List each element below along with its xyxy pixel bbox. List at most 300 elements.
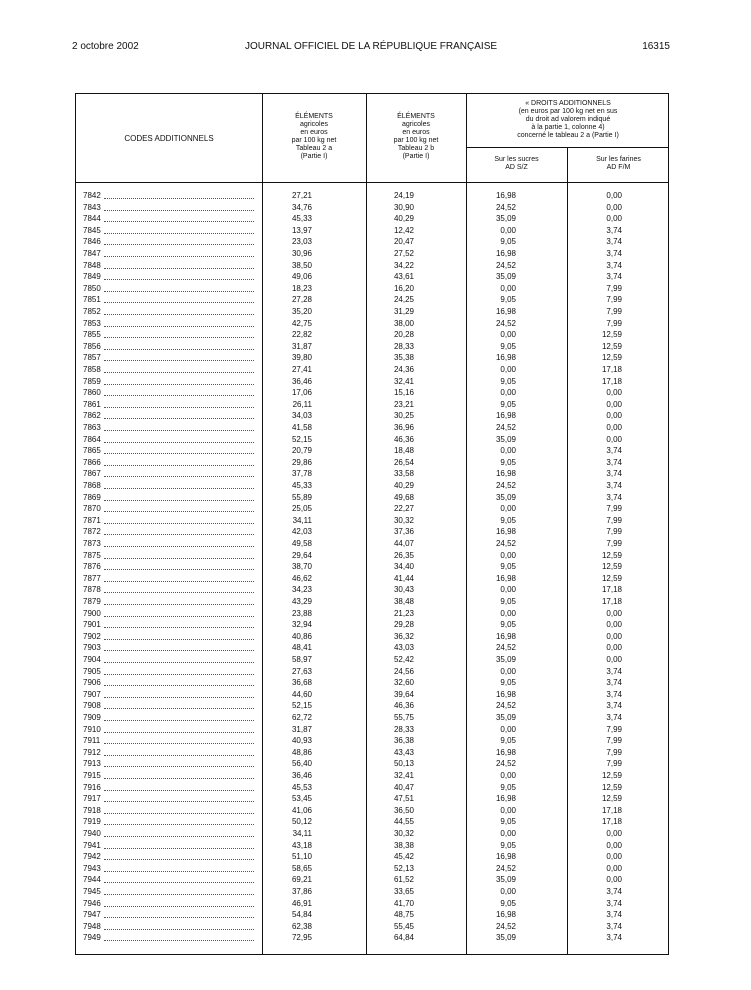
code-cell: 7903 <box>83 643 101 653</box>
elements-2a-cell: 50,12 <box>291 817 312 827</box>
farines-cell: 12,59 <box>601 573 622 583</box>
code-cell: 7913 <box>83 759 101 769</box>
elements-2a-cell: 48,41 <box>291 643 312 653</box>
farines-cell: 0,00 <box>606 840 622 850</box>
header-line: concerné le tableau 2 a (Partie I) <box>517 132 619 139</box>
leader-dots <box>104 430 254 431</box>
sucres-cell: 0,00 <box>500 829 516 838</box>
elements-2a-cell: 34,11 <box>292 515 312 525</box>
elements-2a-cell: 23,88 <box>291 608 312 618</box>
table-row <box>76 492 668 504</box>
code-cell: 7856 <box>83 341 101 351</box>
elements-2b-cell: 15,16 <box>393 388 414 398</box>
sucres-cell: 9,05 <box>500 678 516 688</box>
farines-cell: 0,00 <box>606 423 622 432</box>
farines-cell: 0,00 <box>606 875 622 885</box>
farines-cell: 3,74 <box>606 249 622 258</box>
code-cell: 7875 <box>83 550 101 560</box>
leader-dots <box>104 685 254 686</box>
farines-cell: 17,18 <box>601 817 622 827</box>
elements-2a-cell: 49,06 <box>291 272 312 282</box>
elements-2b-cell: 21,23 <box>393 608 414 618</box>
table-row <box>76 457 668 469</box>
code-cell: 7846 <box>83 237 101 247</box>
farines-cell: 0,00 <box>606 643 622 653</box>
elements-2b-cell: 24,25 <box>393 295 414 305</box>
sucres-cell: 24,52 <box>495 701 516 711</box>
elements-2b-cell: 52,13 <box>393 863 414 873</box>
table-row <box>76 468 668 480</box>
elements-2a-cell: 51,10 <box>291 852 312 862</box>
leader-dots <box>104 859 254 860</box>
leader-dots <box>104 476 254 477</box>
header-date: 2 octobre 2002 <box>72 41 139 52</box>
leader-dots <box>104 755 254 756</box>
farines-cell: 0,00 <box>606 191 622 200</box>
farines-cell: 7,99 <box>606 318 622 328</box>
leader-dots <box>104 279 254 280</box>
code-cell: 7910 <box>83 724 101 734</box>
leader-dots <box>104 813 254 814</box>
elements-2a-cell: 26,11 <box>292 399 312 409</box>
code-cell: 7863 <box>83 423 101 432</box>
table-row <box>76 503 668 515</box>
table-row <box>76 422 668 434</box>
code-cell: 7909 <box>83 713 101 722</box>
table-row <box>76 793 668 805</box>
sucres-cell: 24,52 <box>495 643 516 653</box>
elements-2b-cell: 38,38 <box>393 840 414 850</box>
code-cell: 7917 <box>83 794 101 804</box>
leader-dots <box>104 662 254 663</box>
sucres-cell: 9,05 <box>500 376 516 386</box>
header-line: en euros <box>300 129 328 136</box>
farines-cell: 7,99 <box>606 283 622 293</box>
table-row <box>76 480 668 492</box>
leader-dots <box>104 268 254 269</box>
code-cell: 7944 <box>83 875 101 885</box>
elements-2b-cell: 30,43 <box>393 585 414 595</box>
header-line: AD S/Z <box>505 164 528 171</box>
elements-2b-cell: 36,96 <box>393 423 414 432</box>
code-cell: 7878 <box>83 585 101 595</box>
sucres-cell: 9,05 <box>500 457 516 467</box>
code-cell: 7867 <box>83 469 101 479</box>
leader-dots <box>104 302 254 303</box>
sucres-cell: 9,05 <box>500 295 516 305</box>
elements-2a-cell: 23,03 <box>291 237 312 247</box>
code-cell: 7870 <box>83 504 101 514</box>
farines-cell: 0,00 <box>606 434 622 444</box>
leader-dots <box>104 558 254 559</box>
elements-2b-header <box>366 113 466 161</box>
sucres-cell: 24,52 <box>495 863 516 873</box>
elements-2b-cell: 29,28 <box>393 620 414 630</box>
farines-cell: 0,00 <box>606 655 622 664</box>
table-row <box>76 352 668 364</box>
farines-cell: 3,74 <box>606 713 622 722</box>
header-line: par 100 kg net <box>291 137 337 144</box>
leader-dots <box>104 720 254 721</box>
farines-cell: 12,59 <box>601 550 622 560</box>
droits-additionnels-header <box>466 100 670 140</box>
leader-dots <box>104 894 254 895</box>
elements-2b-cell: 26,54 <box>393 457 414 467</box>
farines-cell: 7,99 <box>606 527 622 537</box>
elements-2a-cell: 22,82 <box>291 330 312 340</box>
elements-2a-cell: 62,38 <box>291 921 312 931</box>
table-row <box>76 619 668 631</box>
code-cell: 7872 <box>83 527 101 537</box>
farines-cell: 3,74 <box>606 689 622 699</box>
leader-dots <box>104 337 254 338</box>
farines-cell: 0,00 <box>606 852 622 862</box>
header-line: par 100 kg net <box>393 137 439 144</box>
header-line: agricoles <box>401 121 430 128</box>
table-row <box>76 271 668 283</box>
code-cell: 7852 <box>83 307 101 316</box>
sucres-cell: 16,98 <box>495 910 516 920</box>
table-row <box>76 376 668 388</box>
sucres-cell: 0,00 <box>500 550 516 560</box>
header-divider <box>466 147 668 148</box>
code-cell: 7849 <box>83 272 101 282</box>
elements-2b-cell: 46,36 <box>393 701 414 711</box>
table-row <box>76 225 668 237</box>
elements-2b-cell: 12,42 <box>393 225 414 235</box>
table-row <box>76 654 668 666</box>
elements-2b-cell: 38,00 <box>393 318 414 328</box>
elements-2a-cell: 58,65 <box>291 863 312 873</box>
elements-2a-cell: 43,29 <box>291 597 312 606</box>
leader-dots <box>104 871 254 872</box>
leader-dots <box>104 384 254 385</box>
leader-dots <box>104 360 254 361</box>
sucres-cell: 24,52 <box>495 260 516 270</box>
table-row <box>76 782 668 794</box>
elements-2b-cell: 46,36 <box>393 434 414 444</box>
code-cell: 7911 <box>83 736 101 746</box>
sucres-cell: 0,00 <box>500 446 516 456</box>
leader-dots <box>104 650 254 651</box>
code-cell: 7853 <box>83 318 101 328</box>
elements-2a-cell: 58,97 <box>291 655 312 664</box>
farines-cell: 17,18 <box>601 376 622 386</box>
farines-cell: 0,00 <box>606 631 622 641</box>
sucres-cell: 0,00 <box>500 887 516 896</box>
leader-dots <box>104 407 254 408</box>
sucres-cell: 35,09 <box>495 434 516 444</box>
table-row <box>76 294 668 306</box>
sucres-cell: 35,09 <box>495 875 516 885</box>
farines-cell: 3,74 <box>606 225 622 235</box>
elements-2a-cell: 30,96 <box>291 249 312 258</box>
leader-dots <box>104 534 254 535</box>
code-cell: 7940 <box>83 829 101 838</box>
table-row <box>76 283 668 295</box>
tariff-table <box>75 93 669 955</box>
leader-dots <box>104 906 254 907</box>
farines-cell: 12,59 <box>601 341 622 351</box>
leader-dots <box>104 790 254 791</box>
code-cell: 7949 <box>83 933 101 943</box>
code-cell: 7845 <box>83 225 101 235</box>
code-cell: 7919 <box>83 817 101 827</box>
farines-cell: 7,99 <box>606 724 622 734</box>
elements-2b-cell: 48,75 <box>393 910 414 920</box>
table-row <box>76 410 668 422</box>
sucres-cell: 0,00 <box>500 585 516 595</box>
table-row <box>76 642 668 654</box>
elements-2a-cell: 54,84 <box>291 910 312 920</box>
sucres-cell: 0,00 <box>500 225 516 235</box>
leader-dots <box>104 743 254 744</box>
table-row <box>76 631 668 643</box>
sucres-cell: 9,05 <box>500 597 516 606</box>
elements-2a-cell: 37,78 <box>291 469 312 479</box>
code-cell: 7862 <box>83 411 101 421</box>
elements-2b-cell: 37,36 <box>393 527 414 537</box>
elements-2b-cell: 47,51 <box>393 794 414 804</box>
sucres-cell: 9,05 <box>500 898 516 908</box>
leader-dots <box>104 244 254 245</box>
farines-cell: 7,99 <box>606 736 622 746</box>
elements-2a-cell: 41,06 <box>291 805 312 815</box>
sucres-cell: 0,00 <box>500 283 516 293</box>
leader-dots <box>104 372 254 373</box>
farines-cell: 3,74 <box>606 446 622 456</box>
leader-dots <box>104 836 254 837</box>
sucres-cell: 9,05 <box>500 562 516 572</box>
elements-2a-cell: 42,75 <box>291 318 312 328</box>
elements-2b-cell: 61,52 <box>393 875 414 885</box>
elements-2a-cell: 37,86 <box>291 887 312 896</box>
elements-2b-cell: 32,41 <box>393 771 414 780</box>
table-row <box>76 828 668 840</box>
sucres-cell: 0,00 <box>500 724 516 734</box>
elements-2b-cell: 36,32 <box>393 631 414 641</box>
elements-2a-cell: 48,86 <box>291 747 312 757</box>
elements-2a-cell: 38,70 <box>291 562 312 572</box>
header-line: « DROITS ADDITIONNELS <box>525 100 611 107</box>
elements-2b-cell: 34,40 <box>393 562 414 572</box>
table-row <box>76 584 668 596</box>
farines-cell: 12,59 <box>601 330 622 340</box>
elements-2a-cell: 36,68 <box>291 678 312 688</box>
elements-2a-cell: 20,79 <box>291 446 312 456</box>
farines-cell: 17,18 <box>601 805 622 815</box>
code-cell: 7858 <box>83 365 101 374</box>
farines-cell: 7,99 <box>606 307 622 316</box>
elements-2b-cell: 26,35 <box>393 550 414 560</box>
elements-2b-cell: 16,20 <box>393 283 414 293</box>
code-cell: 7848 <box>83 260 101 270</box>
leader-dots <box>104 708 254 709</box>
header-line: à la partie 1, colonne 4) <box>531 124 605 131</box>
code-cell: 7865 <box>83 446 101 456</box>
code-cell: 7843 <box>83 202 101 212</box>
code-cell: 7869 <box>83 492 101 502</box>
code-cell: 7915 <box>83 771 101 780</box>
leader-dots <box>104 778 254 779</box>
elements-2a-cell: 34,76 <box>291 202 312 212</box>
elements-2a-cell: 31,87 <box>291 724 312 734</box>
farines-cell: 3,74 <box>606 260 622 270</box>
leader-dots <box>104 604 254 605</box>
elements-2b-cell: 24,19 <box>393 191 414 200</box>
elements-2b-cell: 55,75 <box>393 713 414 722</box>
leader-dots <box>104 291 254 292</box>
elements-2a-cell: 40,93 <box>291 736 312 746</box>
header-line: (Partie I) <box>300 153 328 160</box>
elements-2a-cell: 34,23 <box>291 585 312 595</box>
code-cell: 7855 <box>83 330 101 340</box>
code-cell: 7948 <box>83 921 101 931</box>
leader-dots <box>104 256 254 257</box>
codes-column-header: CODES ADDITIONNELS <box>124 134 214 143</box>
code-cell: 7842 <box>83 191 101 200</box>
code-cell: 7905 <box>83 666 101 676</box>
sucres-cell: 9,05 <box>500 840 516 850</box>
table-row <box>76 770 668 782</box>
code-cell: 7941 <box>83 840 101 850</box>
table-row <box>76 724 668 736</box>
sucres-cell: 24,52 <box>495 202 516 212</box>
header-line: Tableau 2 a <box>295 145 333 152</box>
farines-cell: 3,74 <box>606 469 622 479</box>
sucres-cell: 16,98 <box>495 631 516 641</box>
elements-2b-cell: 31,29 <box>393 307 414 316</box>
elements-2a-cell: 53,45 <box>291 794 312 804</box>
table-row <box>76 445 668 457</box>
sucres-cell: 0,00 <box>500 504 516 514</box>
code-cell: 7860 <box>83 388 101 398</box>
farines-cell: 7,99 <box>606 504 622 514</box>
elements-2b-cell: 20,47 <box>393 237 414 247</box>
table-row <box>76 399 668 411</box>
farines-cell: 0,00 <box>606 399 622 409</box>
table-row <box>76 596 668 608</box>
code-cell: 7912 <box>83 747 101 757</box>
leader-dots <box>104 314 254 315</box>
leader-dots <box>104 198 254 199</box>
table-row <box>76 573 668 585</box>
code-cell: 7946 <box>83 898 101 908</box>
header-bottom-line <box>76 182 668 183</box>
elements-2a-cell: 45,33 <box>291 214 312 224</box>
sucres-cell: 16,98 <box>495 689 516 699</box>
code-cell: 7844 <box>83 214 101 224</box>
header-line: (en euros par 100 kg net en sus <box>518 108 618 115</box>
sucres-cell: 9,05 <box>500 817 516 827</box>
code-cell: 7947 <box>83 910 101 920</box>
sucres-cell: 16,98 <box>495 573 516 583</box>
table-row <box>76 689 668 701</box>
table-row <box>76 260 668 272</box>
farines-header <box>567 156 670 172</box>
sucres-cell: 16,98 <box>495 191 516 200</box>
elements-2a-cell: 49,58 <box>291 539 312 548</box>
table-row <box>76 816 668 828</box>
header-line: du droit ad valorem indiqué <box>525 116 611 123</box>
sucres-cell: 24,52 <box>495 759 516 769</box>
sucres-cell: 9,05 <box>500 620 516 630</box>
elements-2a-cell: 36,46 <box>291 376 312 386</box>
leader-dots <box>104 824 254 825</box>
table-row <box>76 190 668 202</box>
elements-2a-cell: 31,87 <box>291 341 312 351</box>
elements-2b-cell: 22,27 <box>393 504 414 514</box>
table-row <box>76 561 668 573</box>
table-row <box>76 851 668 863</box>
elements-2b-cell: 30,32 <box>393 515 414 525</box>
sucres-cell: 16,98 <box>495 794 516 804</box>
sucres-cell: 16,98 <box>495 249 516 258</box>
elements-2b-cell: 18,48 <box>393 446 414 456</box>
elements-2b-cell: 49,68 <box>393 492 414 502</box>
header-page-number: 16315 <box>642 41 670 52</box>
code-cell: 7943 <box>83 863 101 873</box>
elements-2b-cell: 43,61 <box>393 272 414 282</box>
leader-dots <box>104 940 254 941</box>
farines-cell: 0,00 <box>606 388 622 398</box>
table-row <box>76 735 668 747</box>
table-row <box>76 248 668 260</box>
elements-2b-cell: 20,28 <box>393 330 414 340</box>
leader-dots <box>104 453 254 454</box>
sucres-cell: 35,09 <box>495 492 516 502</box>
elements-2b-cell: 28,33 <box>393 724 414 734</box>
table-row <box>76 434 668 446</box>
elements-2a-cell: 52,15 <box>291 434 312 444</box>
leader-dots <box>104 732 254 733</box>
elements-2a-cell: 27,41 <box>291 365 312 374</box>
farines-cell: 17,18 <box>601 597 622 606</box>
sucres-cell: 16,98 <box>495 852 516 862</box>
leader-dots <box>104 210 254 211</box>
farines-cell: 7,99 <box>606 295 622 305</box>
sucres-cell: 16,98 <box>495 353 516 363</box>
elements-2a-cell: 40,86 <box>291 631 312 641</box>
leader-dots <box>104 592 254 593</box>
sucres-cell: 24,52 <box>495 318 516 328</box>
code-cell: 7916 <box>83 782 101 792</box>
code-cell: 7850 <box>83 283 101 293</box>
elements-2a-cell: 18,23 <box>291 283 312 293</box>
farines-cell: 3,74 <box>606 933 622 943</box>
farines-cell: 7,99 <box>606 515 622 525</box>
elements-2a-cell: 29,86 <box>291 457 312 467</box>
farines-cell: 17,18 <box>601 365 622 374</box>
table-row <box>76 550 668 562</box>
leader-dots <box>104 639 254 640</box>
table-row <box>76 666 668 678</box>
leader-dots <box>104 221 254 222</box>
sucres-cell: 9,05 <box>500 736 516 746</box>
leader-dots <box>104 418 254 419</box>
farines-cell: 3,74 <box>606 921 622 931</box>
sucres-cell: 9,05 <box>500 237 516 247</box>
elements-2a-cell: 32,94 <box>291 620 312 630</box>
sucres-cell: 16,98 <box>495 527 516 537</box>
leader-dots <box>104 442 254 443</box>
code-cell: 7864 <box>83 434 101 444</box>
code-cell: 7847 <box>83 249 101 258</box>
leader-dots <box>104 882 254 883</box>
farines-cell: 3,74 <box>606 272 622 282</box>
elements-2a-cell: 45,33 <box>291 481 312 490</box>
elements-2a-cell: 46,91 <box>291 898 312 908</box>
